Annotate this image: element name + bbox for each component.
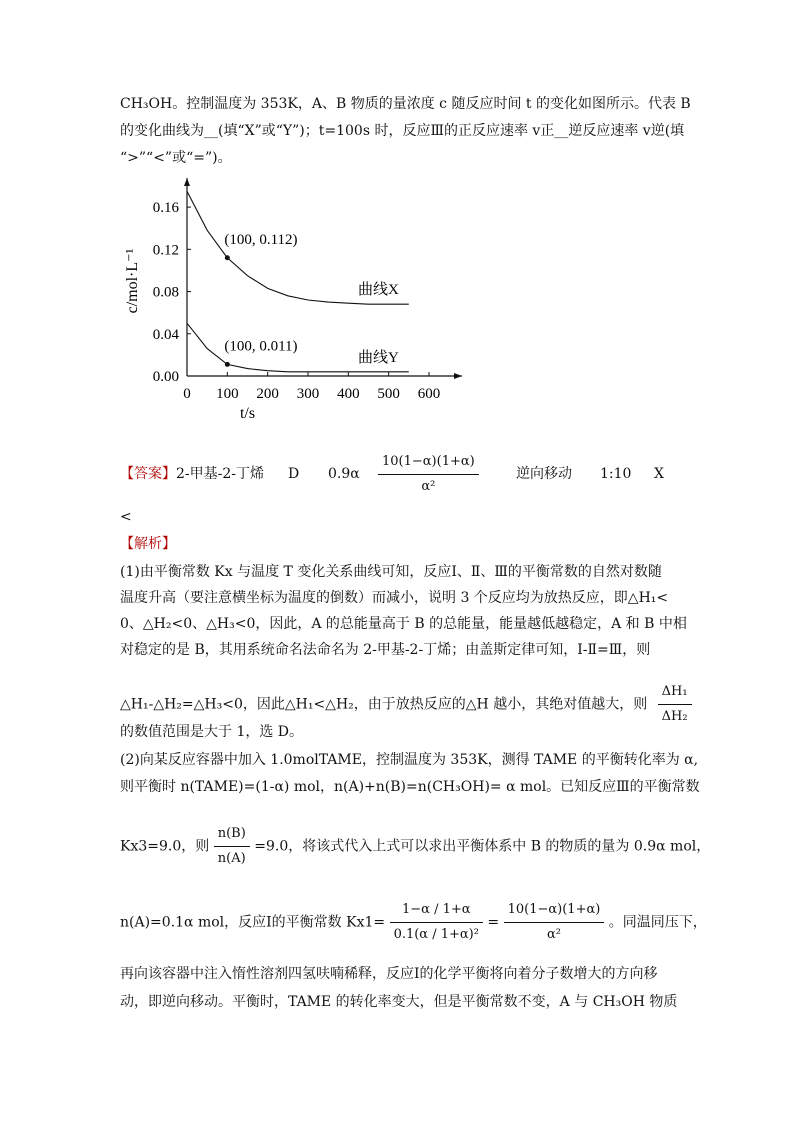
kx1-big-denominator: 0.1(α / 1+α)²	[393, 927, 479, 942]
analysis-tag: 【解析】	[120, 536, 176, 552]
x-tick-label: 300	[296, 386, 320, 402]
x-tick-label: 500	[377, 386, 400, 402]
problem-line-3: “>”“<”或“=”)。	[120, 150, 232, 166]
dh-ratio-numerator: ΔH₁	[658, 680, 692, 705]
kx1-result-denominator: α²	[546, 927, 561, 942]
dh-ratio-fraction	[658, 680, 692, 729]
annotation-point	[225, 255, 230, 260]
analysis-p2-line1: (2)向某反应容器中加入 1.0molTAME，控制温度为 353K，测得 TAME 的平衡转化率为 α,	[120, 752, 699, 768]
analysis-p1-line6: 的数值范围是大于 1，选 D。	[120, 724, 304, 740]
x-tick-label: 400	[337, 386, 360, 402]
answer-item-3: 0.9α	[328, 466, 360, 482]
answer-item-7: 1:10	[600, 466, 632, 482]
analysis-p2-line4-b: 。同温同压下，	[608, 914, 707, 931]
dh-ratio-denominator: ΔH₂	[661, 709, 688, 724]
y-axis-arrow	[184, 178, 190, 186]
y-tick-label: 0.04	[152, 326, 179, 343]
answer-item-2: D	[288, 466, 300, 482]
series-label: 曲线Y	[357, 349, 399, 366]
analysis-p2-line4: n(A)=0.1α mol，反应Ⅰ的平衡常数 Kx1= $\frac{1-\alpha / 1+\alpha}{\text{0.1(α / 1+α)²}}$ = $\frac{10(1-\alpha)(1+\alpha)}{\text{α²}}$ 。同温同压下，	[120, 898, 707, 947]
y-axis-label: c/mol·L⁻¹	[124, 248, 141, 314]
analysis-p2-line3-a: Kx3=9.0，则	[120, 838, 210, 855]
nb-na-numerator: n(B)	[214, 822, 250, 847]
analysis-p1-line2: 温度升高（要注意横坐标为温度的倒数）而减小，说明 3 个反应均为放热反应，即△H₁<	[120, 590, 669, 606]
kx1-big-numerator: 1−α / 1+α	[390, 898, 483, 923]
concentration-chart	[115, 168, 475, 428]
analysis-p2-line3-b: =9.0，将该式代入上式可以求出平衡体系中 B 的物质的量为 0.9α mol，	[254, 838, 711, 855]
annotation-point	[225, 362, 230, 367]
kx1-big-fraction	[390, 898, 483, 947]
analysis-p1-line3: 0、△H₂<0、△H₃<0，因此，A 的总能量高于 B 的总能量，能量越低越稳定，A 和 B 中相	[120, 616, 687, 632]
problem-line-2: 的变化曲线为__(填“X”或“Y”)；t=100s 时，反应Ⅲ的正反应速率 v正__逆反应速率 v逆(填	[120, 123, 685, 139]
y-tick-label: 0.08	[152, 284, 179, 301]
annotation-label: (100, 0.112)	[224, 231, 298, 248]
analysis-p2-line5: 再向该容器中注入惰性溶剂四氢呋喃稀释，反应Ⅰ的化学平衡将向着分子数增大的方向移	[120, 966, 658, 982]
analysis-p2-line2: 则平衡时 n(TAME)=(1-α) mol，n(A)+n(B)=n(CH₃OH)= α mol。已知反应Ⅲ的平衡常数	[120, 779, 700, 795]
x-tick-label: 0	[183, 386, 191, 402]
y-tick-label: 0.00	[152, 369, 179, 385]
x-tick-label: 200	[256, 386, 279, 402]
answer-fraction-denominator: α²	[421, 479, 436, 494]
answer-item-8: X	[654, 466, 664, 482]
analysis-p2-line4-a: n(A)=0.1α mol，反应Ⅰ的平衡常数 Kx1=	[120, 914, 386, 931]
kx1-result-fraction	[504, 898, 605, 947]
analysis-p1-line4: 对稳定的是 B，其用系统命名法命名为 2-甲基-2-丁烯；由盖斯定律可知，Ⅰ-Ⅱ=Ⅲ，则	[120, 642, 651, 658]
nb-na-denominator: n(A)	[217, 851, 246, 866]
y-tick-label: 0.12	[152, 242, 179, 259]
x-tick-label: 600	[417, 386, 441, 402]
answer-fraction-numerator: 10(1−α)(1+α)	[378, 450, 479, 475]
answer-fraction	[378, 450, 479, 499]
answer-item-1: 2-甲基-2-丁烯	[176, 466, 265, 482]
analysis-p2-line3	[120, 822, 710, 871]
series-label: 曲线X	[357, 282, 399, 299]
kx1-result-numerator: 10(1−α)(1+α)	[504, 898, 605, 923]
answer-item-6: 逆向移动	[516, 466, 572, 482]
answer-last: <	[120, 509, 132, 525]
x-axis-label: t/s	[239, 405, 256, 422]
answer-tag: 【答案】	[120, 466, 176, 482]
nb-na-fraction	[214, 822, 250, 871]
x-tick-label: 100	[216, 386, 239, 402]
analysis-p1-line1: (1)由平衡常数 Kx 与温度 T 变化关系曲线可知，反应Ⅰ、Ⅱ、Ⅲ的平衡常数的自然对数随	[120, 564, 662, 580]
analysis-p2-line6: 动，即逆向移动。平衡时，TAME 的转化率变大，但是平衡常数不变，A 与 CH₃OH 物质	[120, 994, 678, 1010]
x-axis-arrow	[454, 373, 462, 379]
analysis-p1-line5-text: △H₁-△H₂=△H₃<0，因此△H₁<△H₂，由于放热反应的△H 越小，其绝对值越大，则	[120, 696, 648, 713]
problem-line-1: CH₃OH。控制温度为 353K，A、B 物质的量浓度 c 随反应时间 t 的变化如图所示。代表 B	[120, 96, 691, 112]
annotation-label: (100, 0.011)	[224, 338, 298, 355]
y-tick-label: 0.16	[152, 200, 179, 217]
